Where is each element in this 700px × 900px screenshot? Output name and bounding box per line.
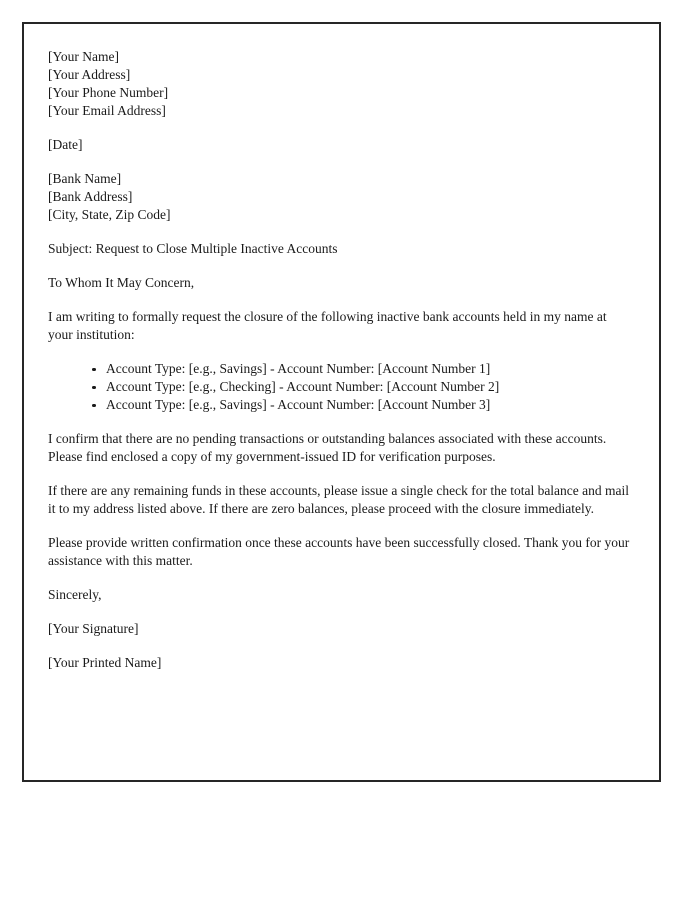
sender-email: [Your Email Address] xyxy=(48,103,166,118)
subject-line: Subject: Request to Close Multiple Inactive Accounts xyxy=(48,241,338,256)
spacer-after-sender xyxy=(48,120,633,136)
list-item: Account Type: [e.g., Checking] - Account Number: [Account Number 2] xyxy=(92,378,633,396)
spacer-after-recipient xyxy=(48,224,633,240)
spacer-before-list xyxy=(48,344,633,360)
list-item: Account Type: [e.g., Savings] - Account Number: [Account Number 1] xyxy=(92,360,633,378)
spacer-after-list xyxy=(48,414,633,430)
sender-address-block xyxy=(48,48,633,120)
paragraph-confirmation: I confirm that there are no pending transactions or outstanding balances associated with these accounts. Please find enclosed a copy of my government-issued ID for verification purposes. xyxy=(48,431,607,464)
letter-document-frame xyxy=(22,22,661,782)
letter-date: [Date] xyxy=(48,137,83,152)
valediction: Sincerely, xyxy=(48,587,102,602)
spacer-before-closing xyxy=(48,570,633,586)
spacer-after-date xyxy=(48,154,633,170)
list-item: Account Type: [e.g., Savings] - Account Number: [Account Number 3] xyxy=(92,396,633,414)
sender-phone: [Your Phone Number] xyxy=(48,85,169,100)
spacer-after-salutation xyxy=(48,292,633,308)
spacer-after-funds xyxy=(48,518,633,534)
spacer-after-signature xyxy=(48,638,633,654)
sender-address: [Your Address] xyxy=(48,67,131,82)
recipient-bank-address: [Bank Address] xyxy=(48,189,133,204)
paragraph-remaining-funds: If there are any remaining funds in these accounts, please issue a single check for the total balance and mail it to my address listed above. If there are zero balances, please proceed with the closure immediately. xyxy=(48,483,630,516)
spacer-after-confirmation xyxy=(48,466,633,482)
paragraph-written-confirmation: Please provide written confirmation once these accounts have been successfully closed. Thank you for your assistance with this matter. xyxy=(48,535,630,568)
letter-content xyxy=(24,24,659,692)
recipient-address-block xyxy=(48,170,633,224)
sender-name: [Your Name] xyxy=(48,49,119,64)
printed-name-placeholder: [Your Printed Name] xyxy=(48,655,162,670)
recipient-bank-name: [Bank Name] xyxy=(48,171,122,186)
account-list xyxy=(48,360,633,414)
paragraph-intro: I am writing to formally request the closure of the following inactive bank accounts held in my name at your institution: xyxy=(48,309,607,342)
recipient-city-state-zip: [City, State, Zip Code] xyxy=(48,207,171,222)
spacer-after-valediction xyxy=(48,604,633,620)
signature-placeholder: [Your Signature] xyxy=(48,621,139,636)
spacer-after-subject xyxy=(48,258,633,274)
salutation: To Whom It May Concern, xyxy=(48,275,195,290)
